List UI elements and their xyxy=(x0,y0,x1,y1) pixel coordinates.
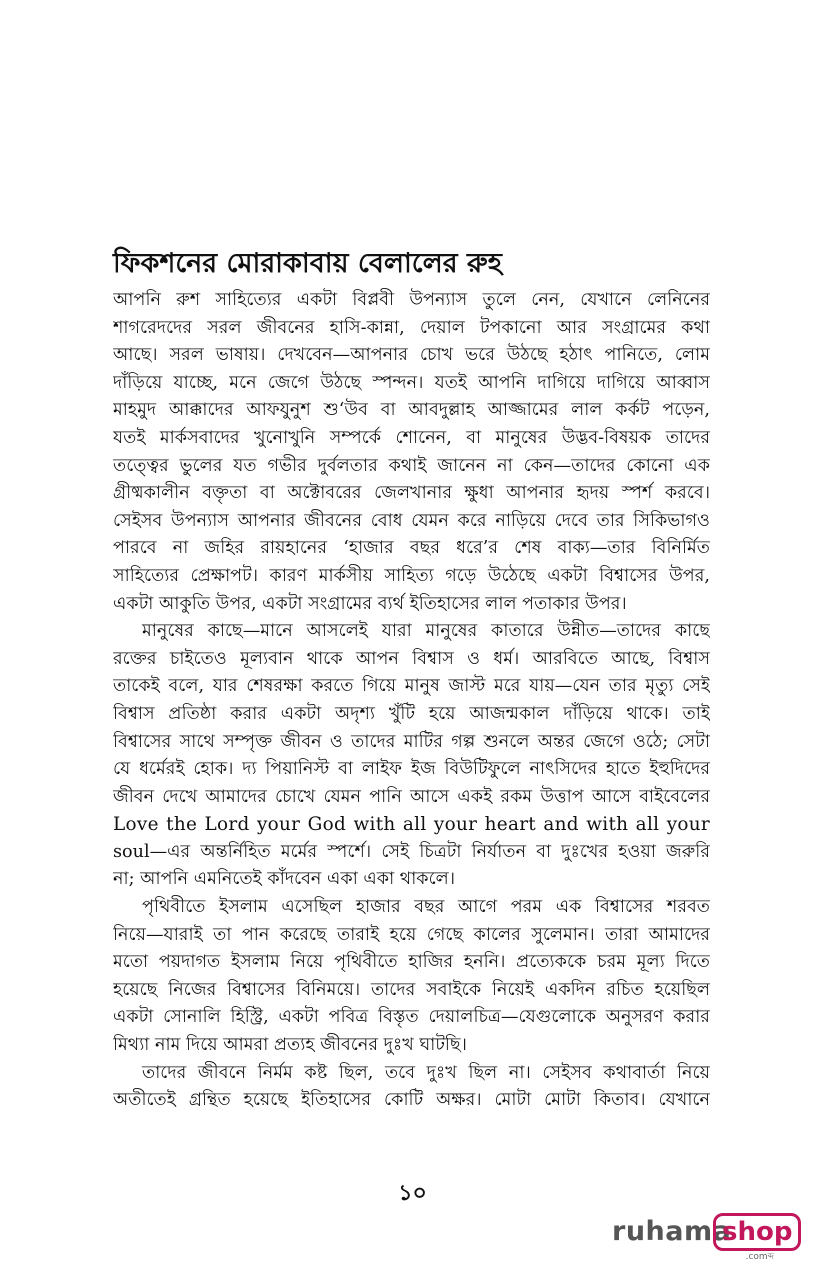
text-line: বিশ্বাস প্রতিষ্ঠা করার একটা অদৃশ্য খুঁটি হয়ে আজন্মকাল দাঁড়িয়ে থাকে। তাই xyxy=(113,703,710,724)
text-line: তাদের জীবনে নির্মম কষ্ট ছিল, তবে দুঃখ ছিল না। সেইসব কথাবার্তা নিয়ে xyxy=(142,1062,710,1083)
text-line: একটা সোনালি হিস্ট্রি, একটা পবিত্র বিস্তৃত দেয়ালচিত্র—যেগুলোকে অনুসরণ করার xyxy=(113,1007,710,1028)
logo-brand-text: ruhama xyxy=(612,1216,732,1247)
ruhamashop-logo xyxy=(612,1212,793,1262)
text-line: না; আপনি এমনিতেই কাঁদবেন একা একা থাকলে। xyxy=(113,869,456,890)
text-line: দাঁড়িয়ে যাচ্ছে, মনে জেগে উঠছে স্পন্দন। যতই আপনি দাগিয়ে দাগিয়ে আব্বাস xyxy=(113,372,710,393)
text-line: পৃথিবীতে ইসলাম এসেছিল হাজার বছর আগে পরম এক বিশ্বাসের শরবত xyxy=(142,897,710,918)
text-line: জীবন দেখে আমাদের চোখে যেমন পানি আসে একই রকম উত্তাপ আসে বাইবেলের xyxy=(113,786,710,807)
paragraph-3 xyxy=(113,894,710,1060)
text-line: অতীতেই গ্রন্থিত হয়েছে ইতিহাসের কোটি অক্ষর। মোটা মোটা কিতাব। যেখানে xyxy=(113,1090,710,1111)
text-line: যে ধর্মেরই হোক। দ্য পিয়ানিস্ট বা লাইফ ইজ বিউটিফুলে নাৎসিদের হাতে ইহুদিদের xyxy=(113,759,710,780)
text-line: আছে। সরল ভাষায়। দেখবেন—আপনার চোখ ভরে উঠছে হঠাৎ পানিতে, লোম xyxy=(113,345,710,366)
text-line: Love the Lord your God with all your heart and with all your xyxy=(113,814,710,836)
text-line: আপনি রুশ সাহিত্যের একটা বিপ্লবী উপন্যাস তুলে নেন, যেখানে লেনিনের xyxy=(113,290,710,310)
text-line: শাগরেদদের সরল জীবনের হাসি-কান্না, দেয়াল টপকানো আর সংগ্রামের কথা xyxy=(113,317,710,338)
logo-shop-badge: shop xyxy=(713,1213,801,1251)
text-line: বিশ্বাসের সাথে সম্পৃক্ত জীবন ও তাদের মাটির গল্প শুনলে অন্তর জেগে ওঠে; সেটা xyxy=(113,731,710,752)
text-line: রক্তের চাইতেও মূল্যবান থাকে আপন বিশ্বাস ও ধর্ম। আরবিতে আছে, বিশ্বাস xyxy=(113,648,710,669)
logo-domain-text: .comব্দ xyxy=(745,1252,774,1262)
text-line: সাহিত্যের প্রেক্ষাপট। কারণ মার্কসীয় সাহিত্য গড়ে উঠেছে একটা বিশ্বাসের উপর, xyxy=(113,565,710,586)
paragraph-2 xyxy=(113,618,710,894)
text-line: মাহমুদ আক্কাদের আফযুনুশ শু‘উব বা আবদুল্লাহ আজ্জামের লাল কর্কট পড়েন, xyxy=(113,400,710,421)
text-line: তাকেই বলে, যার শেষরক্ষা করতে গিয়ে মানুষ জাস্ট মরে যায়—যেন তার মৃত্যু সেই xyxy=(113,676,710,697)
body-text xyxy=(113,287,710,1115)
text-line: মানুষের কাছে—মানে আসলেই যারা মানুষের কাতারে উন্নীত—তাদের কাছে xyxy=(142,621,710,642)
text-line: যতই মার্কসবাদের খুনোখুনি সম্পর্কে শোনেন, বা মানুষের উদ্ভব-বিষয়ক তাদের xyxy=(113,427,710,448)
chapter-title: ফিকশনের মোরাকাবায় বেলালের রুহ xyxy=(113,248,502,279)
text-line: একটা আকুতি উপর, একটা সংগ্রামের ব্যর্থ ইতিহাসের লাল পতাকার উপর। xyxy=(113,593,627,614)
text-line: গ্রীষ্মকালীন বক্তৃতা বা অক্টোবরের জেলখানার ক্ষুধা আপনার হৃদয় স্পর্শ করবে। xyxy=(113,483,710,504)
text-line: হয়েছে নিজের বিশ্বাসের বিনিময়ে। তাদের সবাইকে নিয়েই একদিন রচিত হয়েছিল xyxy=(113,979,710,1000)
text-line: পারবে না জহির রায়হানের ‘হাজার বছর ধরে’র শেষ বাক্য—তার বিনির্মিত xyxy=(113,538,710,559)
text-line: তত্ত্বের ভুলের যত গভীর দুর্বলতার কথাই জানেন না কেন—তাদের কোনো এক xyxy=(113,455,710,476)
text-line: soul—এর অন্তর্নিহিত মর্মের স্পর্শে। সেই চিত্রটা নির্যাতন বা দুঃখের হওয়া জরুরি xyxy=(113,841,710,862)
page-number: ১০ xyxy=(398,1180,427,1206)
text-line: মতো পয়দাগত ইসলাম নিয়ে পৃথিবীতে হাজির হননি। প্রত্যেককে চরম মূল্য দিতে xyxy=(113,952,710,973)
text-line: সেইসব উপন্যাস আপনার জীবনের বোধ যেমন করে নাড়িয়ে দেবে তার সিকিভাগও xyxy=(113,510,710,531)
text-line: নিয়ে—যারাই তা পান করেছে তারাই হয়ে গেছে কালের সুলেমান। তারা আমাদের xyxy=(113,924,710,945)
text-line: মিথ্যা নাম দিয়ে আমরা প্রত্যহ জীবনের দুঃখ ঘাটছি। xyxy=(113,1035,467,1056)
paragraph-1 xyxy=(113,287,710,618)
paragraph-4 xyxy=(113,1060,710,1115)
